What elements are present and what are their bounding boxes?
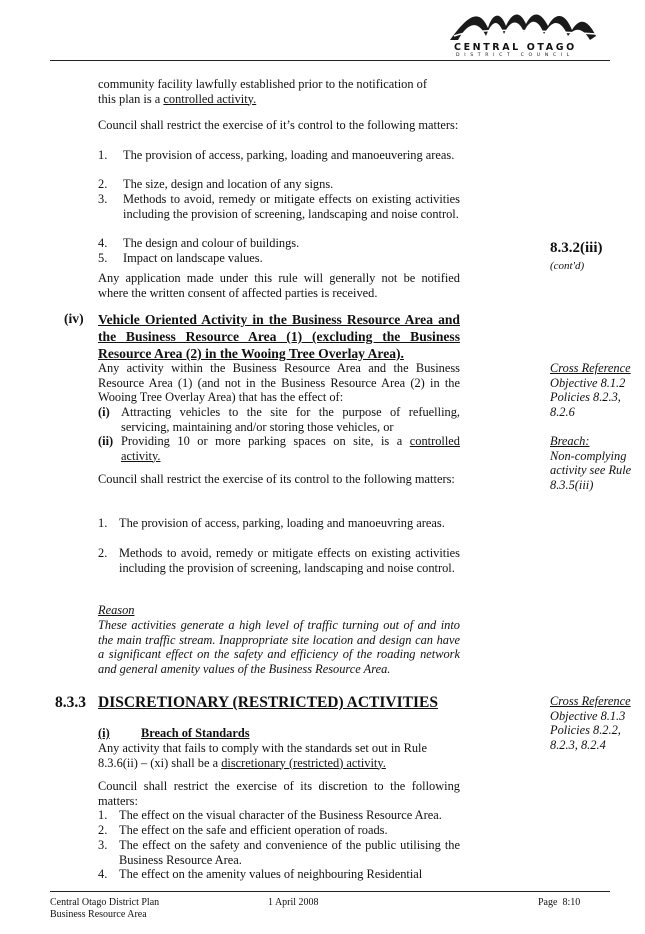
footer-rule [50, 891, 610, 892]
sub-label-i: (i) [98, 726, 110, 740]
council-logo [440, 6, 600, 58]
activity-term: activity. [121, 448, 161, 463]
restrict-paragraph-1: Council shall restrict the exercise of it’s control to the following matters: [98, 118, 459, 132]
cross-reference-1: Cross Reference Objective 8.1.2 Policies 8.2.3, 8.2.6 [550, 361, 631, 419]
cross-reference-2: Cross Reference Objective 8.1.3 Policies 8.2.2, 8.2.3, 8.2.4 [550, 694, 631, 752]
intro-line-2: this plan is a [98, 91, 164, 106]
list-item: 4. The design and colour of buildings. [98, 236, 300, 250]
list-item: 4. The effect on the amenity values of neighbouring Residential [98, 867, 423, 881]
section-number: 8.3.3 [55, 694, 86, 711]
list-item: 1. The effect on the visual character of the Business Resource Area. [98, 808, 442, 822]
list-item: 3. Methods to avoid, remedy or mitigate effects on existing activities including the provision of screening, landscaping and noise control. [98, 192, 460, 221]
footer-plan: Central Otago District Plan [50, 897, 160, 908]
breach-paragraph: Any activity that fails to comply with the standards set out in Rule 8.3.6(ii) – (xi) shall be a discretionary (restricted) activity. [98, 741, 427, 770]
restrict-paragraph-2: Council shall restrict the exercise of its control to the following matters: [98, 472, 455, 486]
list-item: 1. The provision of access, parking, loading and manoeuvring areas. [98, 516, 445, 530]
list-item: 2. Methods to avoid, remedy or mitigate effects on existing activities including the provision of screening, landscaping and noise control. [98, 546, 460, 575]
intro-paragraph [98, 77, 460, 106]
rule-reference: 8.3.2(iii) [550, 240, 603, 256]
breach-standards-title: Breach of Standards [141, 726, 250, 740]
controlled-term: controlled [409, 434, 460, 448]
controlled-activity-term: controlled activity. [163, 91, 257, 106]
list-item: 2. The effect on the safe and efficient operation of roads. [98, 823, 388, 837]
intro-line-1: community facility lawfully established prior to the notification of [98, 77, 427, 91]
vehicle-activity-paragraph: Any activity within the Business Resource Area and the Business Resource Area (1) (and not in the Business Resource Area (2) in the Wooing Tree Overlay Area) that has the effect of: [98, 361, 460, 405]
section-title: DISCRETIONARY (RESTRICTED) ACTIVITIES [98, 694, 438, 711]
discretionary-activity-term: discretionary (restricted) activity. [221, 755, 386, 770]
list-item: 5. Impact on landscape values. [98, 251, 263, 265]
list-item: 1. The provision of access, parking, loading and manoeuvering areas. [98, 148, 455, 162]
logo-subtitle: D I S T R I C T C O U N C I L [456, 53, 571, 58]
reason-title: Reason [98, 603, 135, 617]
header-rule [50, 60, 610, 61]
rule-reference-contd: (cont'd) [550, 260, 585, 272]
rule-heading-iv: Vehicle Oriented Activity in the Business Resource Area and the Business Resource Area (1) (excluding the Business Resource Area (2) in the Wooing Tree Overlay Area). [98, 312, 460, 361]
sub-item-i: (i) Attracting vehicles to the site for the purpose of refuelling, servicing, maintaining and/or storing those vehicles, or [98, 405, 460, 434]
logo-title: CENTRAL OTAGO [454, 42, 577, 53]
footer-area: Business Resource Area [50, 909, 147, 920]
rule-label-iv: (iv) [64, 311, 84, 326]
reason-text: These activities generate a high level of traffic turning out of and into the main traffic stream. Inappropriate site location and design can have a significant effect on the safety and efficiency of the roading network and general amenity values of the Business Resource Area. [98, 618, 460, 676]
notify-paragraph: Any application made under this rule will generally not be notified where the written consent of affected parties is received. [98, 271, 460, 300]
list-item: 3. The effect on the safety and convenience of the public utilising the Business Resource Area. [98, 838, 460, 867]
footer-page: Page 8:10 [538, 897, 581, 908]
restrict-paragraph-3: Council shall restrict the exercise of its discretion to the following matters: [98, 779, 460, 808]
list-item: 2. The size, design and location of any signs. [98, 177, 334, 191]
mountains-logo-icon [440, 6, 600, 42]
footer-date: 1 April 2008 [268, 897, 319, 908]
sub-item-ii: (ii) Providing 10 or more parking spaces on site, is a controlled activity. [98, 434, 460, 463]
breach-reference: Breach: Non-complying activity see Rule 8.3.5(iii) [550, 434, 632, 492]
